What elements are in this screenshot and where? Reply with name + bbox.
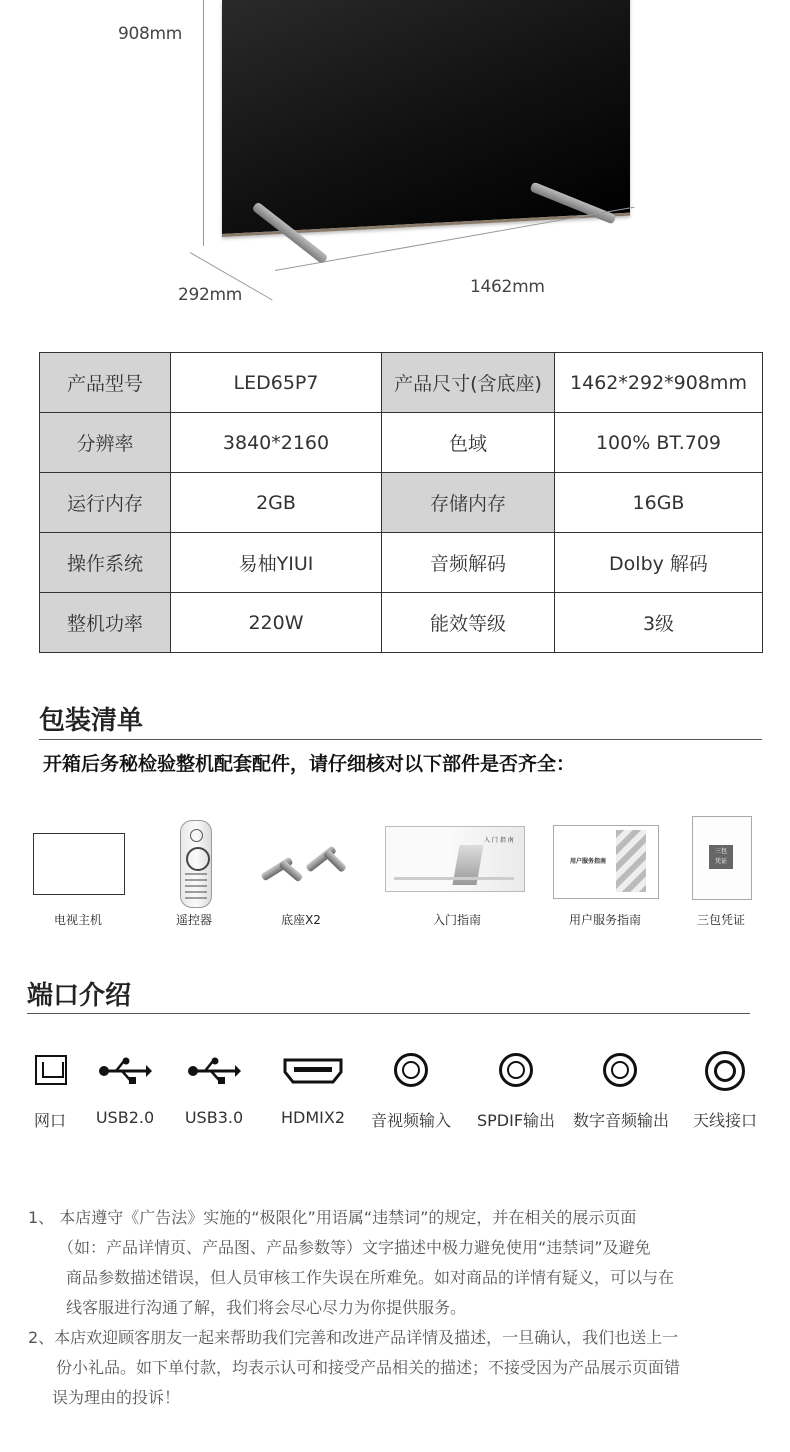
- spec-value: 3级: [555, 593, 763, 653]
- spec-key: 产品型号: [40, 353, 171, 413]
- package-item-label: 底座X2: [281, 913, 321, 927]
- package-item-label: 电视主机: [53, 913, 102, 927]
- note-line: 线客服进行沟通了解，我们将会尽心尽力为你提供服务。: [66, 1298, 467, 1317]
- user-service-guide-booklet-icon: [553, 825, 659, 899]
- width-dimension-label: 1462mm: [470, 277, 545, 297]
- table-row: [40, 353, 763, 413]
- quick-guide-booklet-icon: [385, 826, 525, 892]
- package-item-label: 入门指南: [432, 913, 481, 927]
- remote-control-icon: [180, 820, 212, 908]
- note-line: （如：产品详情页、产品图、产品参数等）文字描述中极力避免使用“违禁词”及避免: [58, 1238, 651, 1257]
- antenna-ring-icon: [705, 1051, 745, 1091]
- spdif-ring-icon: [499, 1053, 533, 1087]
- spec-key: 能效等级: [382, 593, 555, 653]
- spec-value: 16GB: [555, 473, 763, 533]
- spec-key: 存储内存: [382, 473, 555, 533]
- package-section-title: 包装清单: [39, 706, 144, 736]
- spec-table: [39, 352, 763, 653]
- warranty-cover-text-2: 凭证: [714, 858, 727, 865]
- spec-value: 100% BT.709: [555, 413, 763, 473]
- note-line: 误为理由的投诉！: [52, 1388, 181, 1407]
- service-cover-text: 用户服务指南: [570, 858, 607, 865]
- port-label: 数字音频输出: [572, 1111, 669, 1130]
- note-line: 1、 本店遵守《广告法》实施的“极限化”用语属“违禁词”的规定，并在相关的展示页面: [28, 1208, 637, 1227]
- package-item-label: 遥控器: [175, 913, 212, 927]
- spec-key: 色域: [382, 413, 555, 473]
- package-section-subtitle: 开箱后务秘检验整机配套配件，请仔细核对以下部件是否齐全：: [43, 753, 576, 775]
- ports-section-rule: [27, 1013, 750, 1014]
- table-row: [40, 413, 763, 473]
- spec-key: 运行内存: [40, 473, 171, 533]
- stand-icon: [260, 845, 348, 895]
- port-label: 天线接口: [692, 1111, 757, 1130]
- height-dimension-line: [203, 0, 204, 246]
- depth-dimension-label: 292mm: [178, 285, 243, 305]
- port-label: 网口: [33, 1111, 66, 1130]
- spec-value: 220W: [171, 593, 382, 653]
- spec-key: 产品尺寸(含底座): [382, 353, 555, 413]
- warranty-card-icon: [692, 816, 752, 900]
- av-input-ring-icon: [394, 1053, 428, 1087]
- spec-value: 1462*292*908mm: [555, 353, 763, 413]
- package-item-label: 用户服务指南: [568, 913, 641, 927]
- spec-key: 音频解码: [382, 533, 555, 593]
- package-section-rule: [39, 739, 762, 740]
- table-row: [40, 533, 763, 593]
- spec-key: 操作系统: [40, 533, 171, 593]
- warranty-cover-text-1: 三包: [714, 848, 727, 855]
- port-label: USB2.0: [95, 1108, 155, 1127]
- spec-value: 易柚YIUI: [171, 533, 382, 593]
- port-label: SPDIF输出: [476, 1111, 556, 1130]
- table-row: [40, 473, 763, 533]
- spec-value: Dolby 解码: [555, 533, 763, 593]
- digital-audio-ring-icon: [603, 1053, 637, 1087]
- port-label: HDMIX2: [280, 1108, 345, 1127]
- ethernet-icon: [35, 1055, 67, 1085]
- spec-key: 整机功率: [40, 593, 171, 653]
- note-line: 份小礼品。如下单付款，均表示认可和接受产品相关的描述；不接受因为产品展示页面错: [56, 1358, 681, 1377]
- usb-icon: [98, 1056, 152, 1086]
- port-label: 音视频输入: [370, 1111, 451, 1130]
- package-item-label: 三包凭证: [696, 913, 745, 927]
- guide-cover-text: 入 门 指 南: [484, 837, 514, 844]
- port-label: USB3.0: [184, 1108, 244, 1127]
- spec-value: 3840*2160: [171, 413, 382, 473]
- spec-value: LED65P7: [171, 353, 382, 413]
- table-row: [40, 593, 763, 653]
- spec-value: 2GB: [171, 473, 382, 533]
- hdmi-icon: [282, 1057, 344, 1085]
- tv-frame-icon: [33, 833, 125, 895]
- height-dimension-label: 908mm: [118, 24, 183, 44]
- spec-key: 分辨率: [40, 413, 171, 473]
- note-line: 商品参数描述错误，但人员审核工作失误在所难免。如对商品的详情有疑义，可以与在: [66, 1268, 675, 1287]
- note-line: 2、本店欢迎顾客朋友一起来帮助我们完善和改进产品详情及描述，一旦确认，我们也送上一: [28, 1328, 679, 1347]
- ports-section-title: 端口介绍: [27, 981, 132, 1011]
- usb-icon: [187, 1056, 241, 1086]
